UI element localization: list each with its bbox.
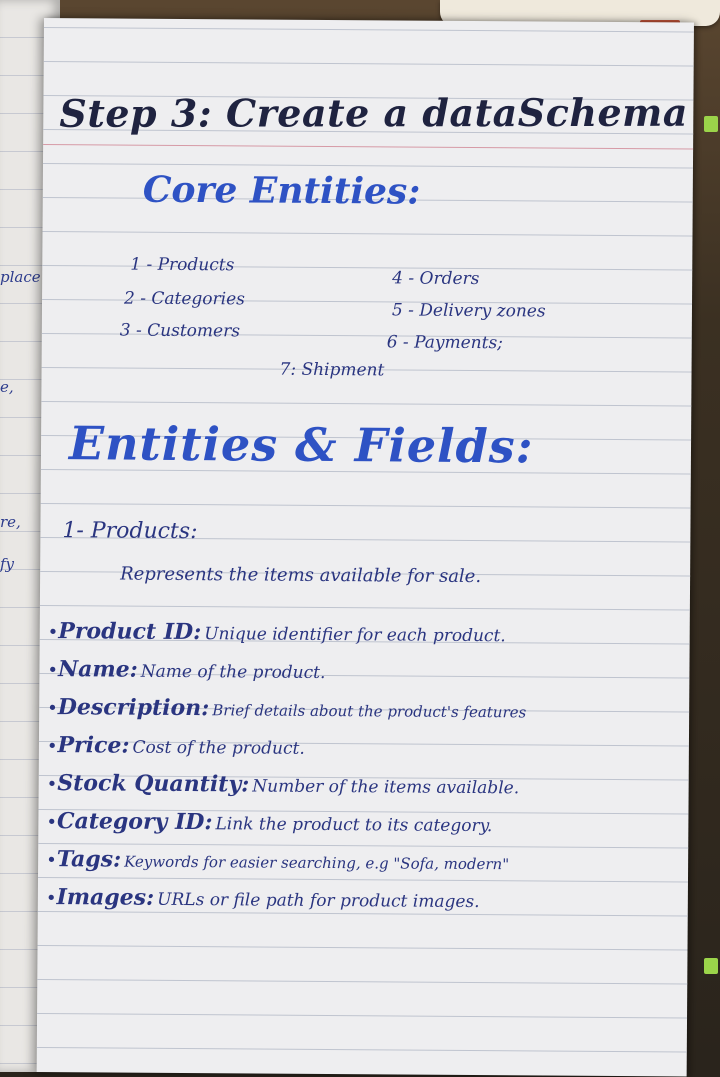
- field-row: [47, 656, 325, 684]
- core-entity-item: 4 - Orders: [392, 268, 480, 290]
- field-row: [47, 732, 305, 760]
- left-page-fragment: e,: [0, 378, 14, 396]
- field-row: [47, 694, 526, 723]
- field-desc: Cost of the product.: [132, 737, 305, 759]
- bullet: •: [47, 698, 58, 720]
- field-name: Tags:: [56, 846, 122, 873]
- entities-fields-heading: Entities & Fields:: [68, 416, 534, 474]
- field-row: [46, 884, 480, 913]
- left-page-fragment: re,: [0, 513, 21, 531]
- left-page-fragment: place: [0, 268, 41, 286]
- field-desc: URLs or file path for product images.: [157, 889, 480, 913]
- bullet: •: [46, 774, 58, 796]
- field-name: Price:: [57, 732, 130, 759]
- field-desc: Name of the product.: [140, 661, 326, 683]
- field-desc: Link the product to its category.: [215, 814, 493, 837]
- field-row: [46, 846, 509, 875]
- core-entities-heading: Core Entities:: [142, 168, 421, 213]
- field-desc: Brief details about the product's features: [212, 701, 527, 722]
- field-name: Category ID:: [56, 808, 213, 836]
- page-tab-marker: [704, 958, 718, 974]
- core-entity-item: 1 - Products: [130, 254, 235, 276]
- field-desc: Unique identifier for each product.: [204, 624, 506, 647]
- field-name: Stock Quantity:: [57, 770, 250, 798]
- bullet: •: [47, 660, 59, 682]
- field-row: [46, 808, 492, 837]
- bullet: •: [46, 736, 58, 758]
- left-page-fragment: fy: [0, 555, 15, 573]
- field-name: Name:: [57, 656, 138, 683]
- core-entity-item: 7: Shipment: [279, 359, 385, 381]
- core-entity-item: 5 - Delivery zones: [391, 300, 546, 322]
- bullet: •: [45, 888, 57, 910]
- section-description: Represents the items available for sale.: [120, 563, 482, 588]
- notebook-page: [37, 18, 694, 1077]
- margin-line: [43, 144, 693, 150]
- core-entity-item: 2 - Categories: [123, 288, 245, 310]
- section-heading: 1- Products:: [62, 518, 198, 545]
- page-tab-marker: [704, 116, 718, 132]
- page-title: Step 3: Create a dataSchema: [59, 89, 689, 136]
- field-row: [47, 770, 520, 799]
- core-entity-item: 3 - Customers: [119, 320, 241, 342]
- bullet: •: [46, 812, 58, 834]
- field-desc: Keywords for easier searching, e.g "Sofa, modern": [124, 852, 510, 874]
- field-name: Images:: [56, 884, 155, 911]
- bullet: •: [46, 850, 57, 872]
- bullet: •: [47, 622, 59, 644]
- field-desc: Number of the items available.: [252, 776, 520, 799]
- field-row: [48, 618, 506, 647]
- core-entity-item: 6 - Payments;: [386, 332, 504, 354]
- field-name: Description:: [57, 694, 210, 722]
- field-name: Product ID:: [58, 618, 202, 646]
